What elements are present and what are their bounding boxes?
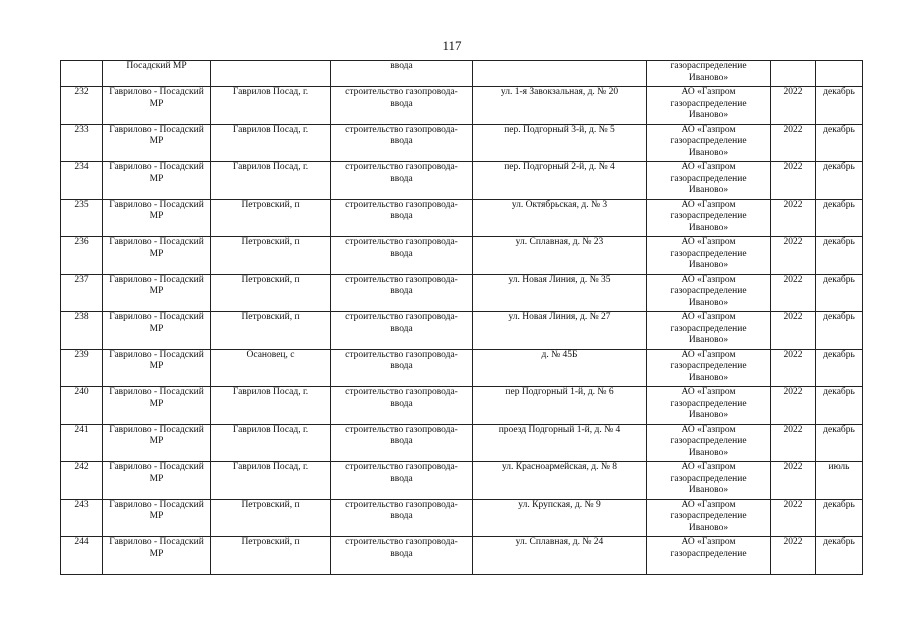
cell-address: проезд Подгорный 1-й, д. № 4	[473, 424, 647, 462]
cell-year: 2022	[771, 199, 816, 237]
cell-locality: Петровский, п	[211, 237, 331, 275]
cell-year: 2022	[771, 462, 816, 500]
table-row	[61, 387, 863, 425]
cell-locality	[211, 61, 331, 87]
cell-num: 237	[61, 274, 103, 312]
cell-address: ул. Сплавная, д. № 23	[473, 237, 647, 275]
cell-district: Гаврилово - Посадский МР	[103, 274, 211, 312]
cell-executor: АО «Газпром газораспределение Иваново»	[647, 424, 771, 462]
cell-locality: Петровский, п	[211, 199, 331, 237]
cell-executor: АО «Газпром газораспределение Иваново»	[647, 462, 771, 500]
cell-num: 232	[61, 87, 103, 125]
cell-address: ул. Октябрьская, д. № 3	[473, 199, 647, 237]
cell-month: декабрь	[816, 87, 863, 125]
table-row	[61, 124, 863, 162]
cell-month: декабрь	[816, 312, 863, 350]
cell-executor: АО «Газпром газораспределение Иваново»	[647, 199, 771, 237]
cell-year: 2022	[771, 87, 816, 125]
table-row	[61, 537, 863, 575]
cell-executor: АО «Газпром газораспределение Иваново»	[647, 124, 771, 162]
cell-year: 2022	[771, 237, 816, 275]
cell-year: 2022	[771, 387, 816, 425]
cell-num: 240	[61, 387, 103, 425]
cell-executor: АО «Газпром газораспределение Иваново»	[647, 499, 771, 537]
cell-work: строительство газопровода-ввода	[331, 87, 473, 125]
cell-district: Гаврилово - Посадский МР	[103, 87, 211, 125]
cell-locality: Осановец, с	[211, 349, 331, 387]
cell-work: строительство газопровода-ввода	[331, 274, 473, 312]
cell-executor: АО «Газпром газораспределение Иваново»	[647, 87, 771, 125]
cell-num: 235	[61, 199, 103, 237]
cell-locality: Гаврилов Посад, г.	[211, 162, 331, 200]
cell-locality: Петровский, п	[211, 499, 331, 537]
cell-executor: АО «Газпром газораспределение	[647, 537, 771, 575]
cell-year: 2022	[771, 499, 816, 537]
cell-executor: АО «Газпром газораспределение Иваново»	[647, 274, 771, 312]
cell-num	[61, 61, 103, 87]
cell-year	[771, 61, 816, 87]
cell-district: Гаврилово - Посадский МР	[103, 162, 211, 200]
cell-month: декабрь	[816, 499, 863, 537]
table-row	[61, 87, 863, 125]
cell-year: 2022	[771, 349, 816, 387]
cell-district: Посадский МР	[103, 61, 211, 87]
cell-year: 2022	[771, 424, 816, 462]
cell-month: декабрь	[816, 424, 863, 462]
cell-work: ввода	[331, 61, 473, 87]
cell-month: декабрь	[816, 237, 863, 275]
cell-month: декабрь	[816, 387, 863, 425]
cell-work: строительство газопровода-ввода	[331, 312, 473, 350]
cell-district: Гаврилово - Посадский МР	[103, 537, 211, 575]
cell-year: 2022	[771, 124, 816, 162]
cell-work: строительство газопровода-ввода	[331, 162, 473, 200]
cell-num: 244	[61, 537, 103, 575]
cell-district: Гаврилово - Посадский МР	[103, 199, 211, 237]
cell-address: ул. Крупская, д. № 9	[473, 499, 647, 537]
cell-district: Гаврилово - Посадский МР	[103, 424, 211, 462]
table-row	[61, 499, 863, 537]
cell-locality: Гаврилов Посад, г.	[211, 87, 331, 125]
cell-work: строительство газопровода-ввода	[331, 537, 473, 575]
registry-table	[60, 60, 863, 575]
cell-district: Гаврилово - Посадский МР	[103, 387, 211, 425]
cell-work: строительство газопровода-ввода	[331, 387, 473, 425]
table-row	[61, 199, 863, 237]
cell-num: 239	[61, 349, 103, 387]
cell-locality: Петровский, п	[211, 312, 331, 350]
cell-locality: Петровский, п	[211, 274, 331, 312]
cell-num: 242	[61, 462, 103, 500]
cell-work: строительство газопровода-ввода	[331, 462, 473, 500]
cell-executor: газораспределение Иваново»	[647, 61, 771, 87]
table-row	[61, 61, 863, 87]
table-body	[61, 61, 863, 575]
cell-month	[816, 61, 863, 87]
cell-district: Гаврилово - Посадский МР	[103, 499, 211, 537]
cell-executor: АО «Газпром газораспределение Иваново»	[647, 162, 771, 200]
cell-executor: АО «Газпром газораспределение Иваново»	[647, 237, 771, 275]
table-row	[61, 162, 863, 200]
cell-locality: Гаврилов Посад, г.	[211, 462, 331, 500]
cell-year: 2022	[771, 162, 816, 200]
cell-district: Гаврилово - Посадский МР	[103, 462, 211, 500]
cell-work: строительство газопровода-ввода	[331, 199, 473, 237]
cell-work: строительство газопровода-ввода	[331, 349, 473, 387]
cell-address: ул. Новая Линия, д. № 27	[473, 312, 647, 350]
cell-year: 2022	[771, 537, 816, 575]
cell-district: Гаврилово - Посадский МР	[103, 124, 211, 162]
cell-num: 236	[61, 237, 103, 275]
cell-month: декабрь	[816, 162, 863, 200]
cell-num: 233	[61, 124, 103, 162]
table-row	[61, 349, 863, 387]
cell-month: декабрь	[816, 274, 863, 312]
cell-address: пер Подгорный 1-й, д. № 6	[473, 387, 647, 425]
cell-num: 241	[61, 424, 103, 462]
cell-month: июль	[816, 462, 863, 500]
cell-executor: АО «Газпром газораспределение Иваново»	[647, 349, 771, 387]
cell-executor: АО «Газпром газораспределение Иваново»	[647, 387, 771, 425]
table-row	[61, 312, 863, 350]
table-row	[61, 424, 863, 462]
cell-address: д. № 45Б	[473, 349, 647, 387]
cell-month: декабрь	[816, 124, 863, 162]
cell-executor: АО «Газпром газораспределение Иваново»	[647, 312, 771, 350]
cell-month: декабрь	[816, 349, 863, 387]
cell-district: Гаврилово - Посадский МР	[103, 237, 211, 275]
cell-address: пер. Подгорный 2-й, д. № 4	[473, 162, 647, 200]
cell-locality: Гаврилов Посад, г.	[211, 424, 331, 462]
cell-locality: Гаврилов Посад, г.	[211, 387, 331, 425]
cell-address: ул. Красноармейская, д. № 8	[473, 462, 647, 500]
cell-month: декабрь	[816, 537, 863, 575]
cell-work: строительство газопровода-ввода	[331, 424, 473, 462]
cell-num: 234	[61, 162, 103, 200]
table-row	[61, 237, 863, 275]
cell-year: 2022	[771, 274, 816, 312]
cell-address	[473, 61, 647, 87]
cell-district: Гаврилово - Посадский МР	[103, 349, 211, 387]
cell-work: строительство газопровода-ввода	[331, 124, 473, 162]
cell-num: 243	[61, 499, 103, 537]
cell-work: строительство газопровода-ввода	[331, 499, 473, 537]
cell-address: пер. Подгорный 3-й, д. № 5	[473, 124, 647, 162]
table-row	[61, 462, 863, 500]
cell-district: Гаврилово - Посадский МР	[103, 312, 211, 350]
cell-locality: Гаврилов Посад, г.	[211, 124, 331, 162]
cell-address: ул. Новая Линия, д. № 35	[473, 274, 647, 312]
cell-month: декабрь	[816, 199, 863, 237]
table-row	[61, 274, 863, 312]
cell-num: 238	[61, 312, 103, 350]
cell-work: строительство газопровода-ввода	[331, 237, 473, 275]
cell-locality: Петровский, п	[211, 537, 331, 575]
page-number: 117	[442, 38, 462, 53]
cell-address: ул. Сплавная, д. № 24	[473, 537, 647, 575]
cell-address: ул. 1-я Завокзальная, д. № 20	[473, 87, 647, 125]
cell-year: 2022	[771, 312, 816, 350]
